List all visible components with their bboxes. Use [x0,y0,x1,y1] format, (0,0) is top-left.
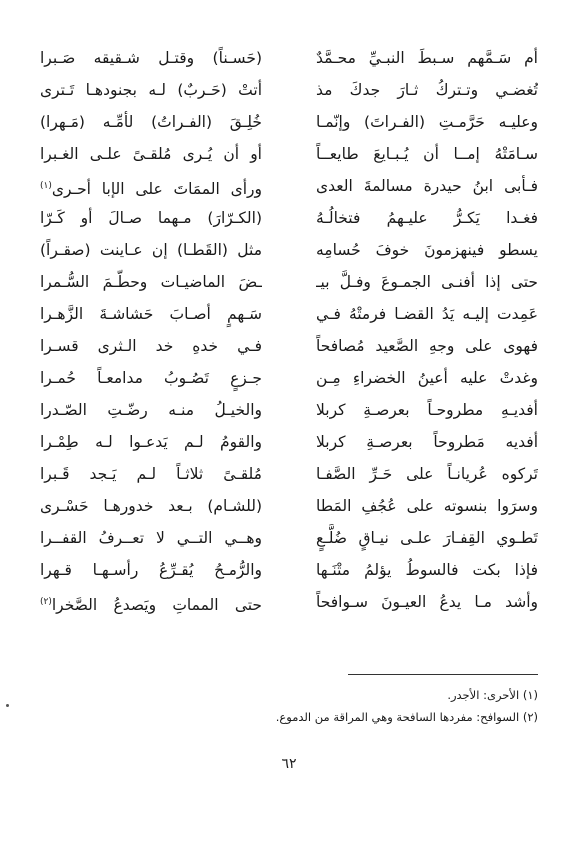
verse-first-hemistich: أفديـهِ مطروحـاً بعرصـةِ كربلا [316,401,538,419]
verse [40,588,538,616]
verse [40,300,538,328]
verse-first-hemistich: فهوى على وجهِ الصَّعيد مُصافحاً [316,337,538,355]
verse-first-hemistich: يسطو فينهزمونَ خوفَ حُسامِه [316,241,538,259]
verse-first-hemistich: فـأبى ابنُ حيدرة مسالمةَ العدى [316,177,538,195]
verse-second-hemistich: فـي خدهِ خد الـثرى قسـرا [40,337,262,355]
verse [40,428,538,456]
verse-first-hemistich: فإذا بكت فالسوطُ يؤلمُ متْنَـها [316,561,538,579]
footnote-marker-1: (١) [40,181,52,191]
verse [40,172,538,200]
verse-first-hemistich: أفديه مَطروحاً بعرصـةِ كربلا [316,433,538,451]
verse-second-hemistich: (للشـام) بـعد خدورهـا حَسْـرى [40,497,262,515]
verse [40,204,538,232]
verse-second-hemistich: مُلقـىً ثلاثـاً لـم يَـجد قَـبرا [40,465,262,483]
verse-second-hemistich: والخيـلُ منـه رضّـتِ الصّـدرا [40,401,262,419]
verse-first-hemistich: عَمِدت إليـه يَدُ القضـا فرمتْهُ فـي [316,305,538,323]
footnote-1: (١) الأحرى: الأجدر. [447,688,538,702]
hemistich-text: حتى المماتِ ويَصدعُ الصَّخرا [51,596,262,615]
verse-second-hemistich: والقومُ لـم يَدعـوا لـه طِمْـرا [40,433,262,451]
scan-speck [6,704,9,707]
verse-first-hemistich: أم سَـمَّهم سـبطَ النبـيِّ محـمَّدٌ [316,49,538,67]
verse-second-hemistich: سَـهمٍ أصـابَ حَشاشـةَ الزَّهـرا [40,305,262,323]
verse-first-hemistich: وعليـه حَرَّمـتِ (الفـراتَ) وإنّمـا [316,113,538,131]
verse-first-hemistich: وأشد مـا يدعُ العيـونَ سـوافحاً [316,593,538,611]
verse-first-hemistich: تُغضـي وتـتركُ ثـارَ جدكَ مذ [316,81,538,99]
poem [40,44,538,644]
verse-second-hemistich: ـضَ الماضيـات وحطّـمَ السُّـمرا [40,273,262,291]
verse-first-hemistich: تَركوه عُريانـاً على حَـرِّ الصَّفـا [316,465,538,483]
verse [40,236,538,264]
verse-second-hemistich: والرُّمـحُ يُقـرِّعُ رأسـهـا قـهرا [40,561,262,579]
verse [40,364,538,392]
verse-second-hemistich: خُلِـقَ (الفـراتُ) لأمِّـه (مَـهرا) [40,113,262,131]
verse [40,268,538,296]
verse-second-hemistich: مثل (القَطـا) إن عـاينت (صقـراً) [40,241,262,259]
verse-second-hemistich: أو أن يُـرى مُلقـىً علـى الغـبرا [40,145,262,163]
verse-second-hemistich [40,588,262,619]
footnotes [40,684,538,728]
verse-first-hemistich: تَطـوي القِفـارَ علـى نيـاقٍ ضُلَّـعٍ [316,529,538,547]
verse [40,76,538,104]
verse-first-hemistich: حتى إذا أفنـى الجمـوعَ وفـلَّ بيـ [316,273,538,291]
verse [40,332,538,360]
verse-second-hemistich: جـزعٍ تَصُـوبُ مدامعـاً حُمـرا [40,369,262,387]
footnote-separator [348,674,538,675]
footnote-2: (٢) السوافح: مفردها السافحة وهي المراقة من الدموع. [275,710,538,724]
verse-first-hemistich: سـامَتْهُ إمــا أن يُـبـايعَ طايعــاً [316,145,538,163]
verse-first-hemistich: فغـدا يَكـرُّ عليـهمُ فتخالُـهُ [316,209,538,227]
page-number: ٦٢ [281,756,297,772]
verse-second-hemistich [40,172,262,203]
verse-first-hemistich: وغدتْ عليه أعينُ الخضراءِ مِـن [316,369,538,387]
verse-second-hemistich: (الكـرّارَ) مـهما صـالَ أو كَـرّا [40,209,262,227]
verse-first-hemistich: وسرَوا بنسوته على عُجُفِ المَطا [316,497,538,515]
verse-second-hemistich: أتتْ (حَـربٌ) لـه بجنودهـا تَـترى [40,81,262,99]
verse-second-hemistich: (حَسـناً) وقتـل شـقيقه صَـبرا [40,49,262,67]
verse-second-hemistich: وهــي التــي لا تعــرفُ القفــرا [40,529,262,547]
footnote-marker-2: (٢) [40,597,52,607]
verse [40,460,538,488]
hemistich-text: ورأى الممَاتَ على الإبا أحـرى [51,180,262,199]
verse [40,492,538,520]
verse [40,140,538,168]
verse [40,396,538,424]
verse [40,44,538,72]
verse [40,524,538,552]
verse [40,556,538,584]
verse [40,108,538,136]
